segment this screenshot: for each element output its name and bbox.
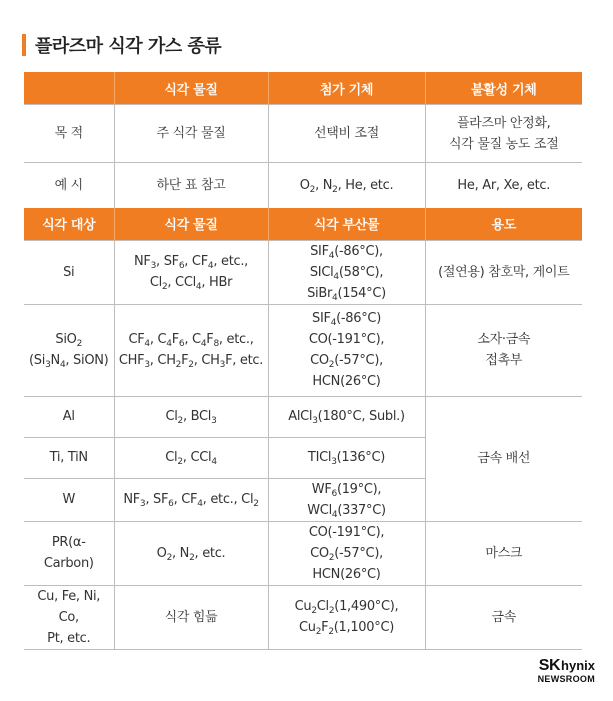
logo-hynix: hynix	[561, 658, 595, 673]
material-si: $NF_3$, $SF_6$, $CF_4$, etc., $Cl_2$, CCl$_4$, HBr	[114, 240, 268, 304]
table-row	[24, 396, 582, 437]
byproduct-cu: $Cu_2Cl_2(1,490^\circ C)$, $Cu_2F_2(1,100^\circ C)$	[268, 585, 425, 649]
target-titin: Ti, TiN	[24, 437, 114, 478]
cell-example-inert: He, Ar, Xe, etc.	[425, 163, 582, 208]
table1-header-inert-gas: 불활성 기체	[425, 72, 582, 105]
material-cu: 식각 힘듦	[114, 585, 268, 649]
table2-header-use: 용도	[425, 208, 582, 241]
use-sio2: 소자·금속 접촉부	[425, 304, 582, 396]
target-pr: PR(α-Carbon)	[24, 521, 114, 585]
target-sio2: SiO$_2$ ($Si_3N_4$, SiON)	[24, 304, 114, 396]
target-si: Si	[24, 240, 114, 304]
use-cu: 금속	[425, 585, 582, 649]
use-pr: 마스크	[425, 521, 582, 585]
byproduct-al: AlCl$_3$(180°C, Subl.)	[268, 396, 425, 437]
page-title-group	[22, 32, 221, 58]
table2-header-byproduct: 식각 부산물	[268, 208, 425, 241]
table-row	[24, 240, 582, 304]
logo-sk: SK	[538, 657, 561, 674]
table1-header-row	[24, 72, 582, 105]
material-w: $NF_3$, $SF_6$, $CF_4$, etc., $Cl_2$	[114, 478, 268, 521]
target-al: Al	[24, 396, 114, 437]
byproduct-w: $WF_6(19^\circ C)$, WCl$_4$(337°C)	[268, 478, 425, 521]
target-w: W	[24, 478, 114, 521]
material-sio2: $CF_4$, $C_4F_6$, $C_4F_8$, etc., $CHF_3$, $CH_2F_2$, $CH_3F$, etc.	[114, 304, 268, 396]
table2-header-target: 식각 대상	[24, 208, 114, 241]
material-al: $Cl_2$, BCl$_3$	[114, 396, 268, 437]
table-row	[24, 105, 582, 163]
table-row	[24, 163, 582, 208]
table1-header-etch-material: 식각 물질	[114, 72, 268, 105]
table2-header-material: 식각 물질	[114, 208, 268, 241]
byproduct-titin: TICl$_3$(136°C)	[268, 437, 425, 478]
cell-purpose-inert: 플라즈마 안정화, 식각 물질 농도 조절	[425, 105, 582, 163]
target-cu: Cu, Fe, Ni, Co, Pt, etc.	[24, 585, 114, 649]
table-row	[24, 304, 582, 396]
byproduct-sio2: $SIF_4(-86^\circ C)$ CO(-191°C), $CO_2(-57^\circ C)$, HCN(26°C)	[268, 304, 425, 396]
byproduct-si: $SIF_4(-86^\circ C)$, SICl$_4$(58°C), SiBr$_4$(154°C)	[268, 240, 425, 304]
table-row	[24, 521, 582, 585]
row-label-example: 예 시	[24, 163, 114, 208]
table1-header-additive-gas: 첨가 기체	[268, 72, 425, 105]
sk-hynix-newsroom-logo	[538, 655, 595, 684]
use-si: (절연용) 참호막, 게이트	[425, 240, 582, 304]
use-metal-wiring: 금속 배선	[425, 396, 582, 521]
table2-header-row	[24, 208, 582, 241]
cell-purpose-etch: 주 식각 물질	[114, 105, 268, 163]
cell-example-etch: 하단 표 참고	[114, 163, 268, 208]
cell-purpose-additive: 선택비 조절	[268, 105, 425, 163]
table-row	[24, 585, 582, 649]
cell-example-additive: $O_2$, $N_2$, He, etc.	[268, 163, 425, 208]
row-label-purpose: 목 적	[24, 105, 114, 163]
table1-header-blank	[24, 72, 114, 105]
logo-newsroom: NEWSROOM	[537, 674, 595, 684]
page-title: 플라즈마 식각 가스 종류	[35, 36, 222, 57]
title-accent-bar	[22, 34, 26, 56]
material-titin: $Cl_2$, CCl$_4$	[114, 437, 268, 478]
etch-gas-table	[24, 72, 582, 650]
byproduct-pr: CO(-191°C), $CO_2(-57^\circ C)$, HCN(26°C)	[268, 521, 425, 585]
material-pr: $O_2$, $N_2$, etc.	[114, 521, 268, 585]
